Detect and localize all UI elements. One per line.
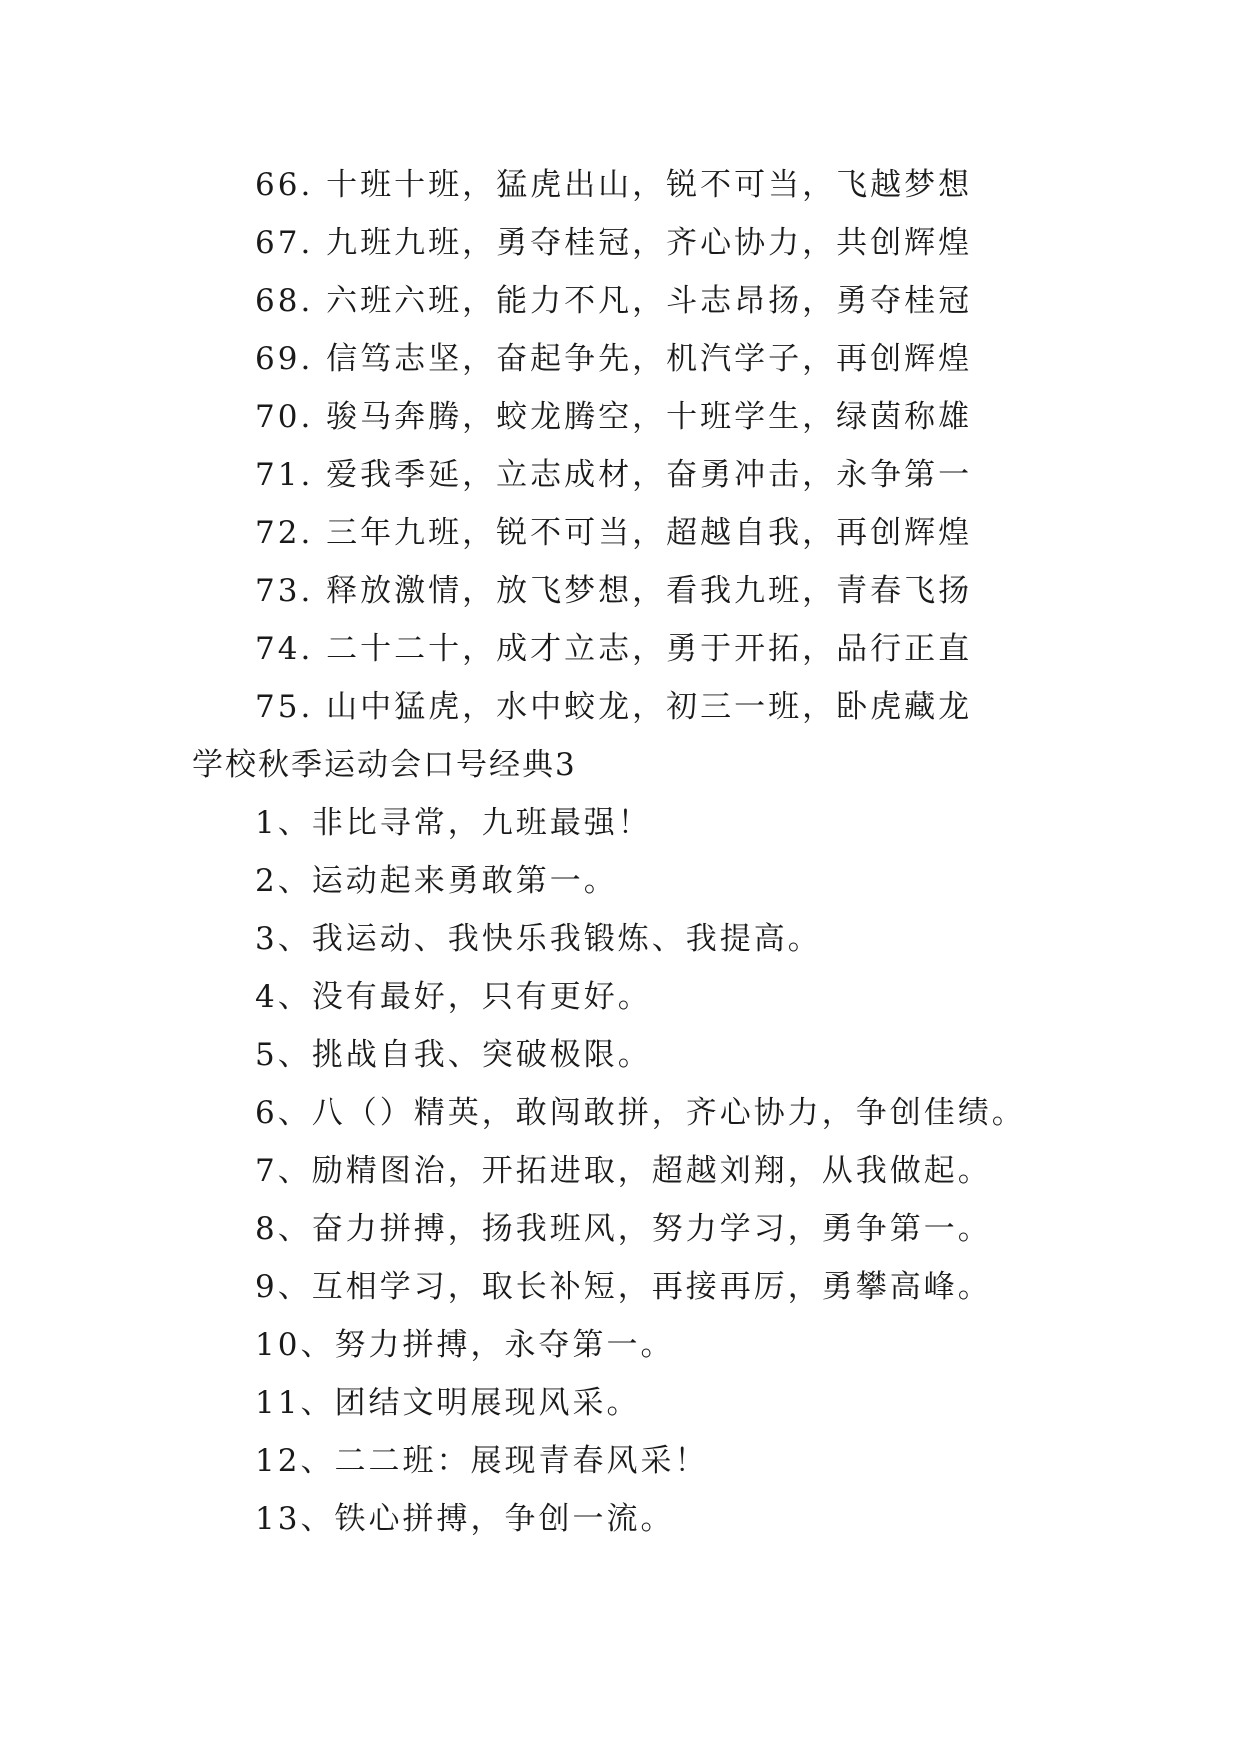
slogan-line: 13、铁心拼搏，争创一流。: [255, 1501, 675, 1537]
slogan-line: 71. 爱我季延，立志成材，奋勇冲击，永争第一: [255, 457, 973, 493]
slogan-line: 3、我运动、我快乐我锻炼、我提高。: [255, 921, 822, 957]
slogan-line: 73. 释放激情，放飞梦想，看我九班，青春飞扬: [255, 573, 973, 609]
slogan-line: 75. 山中猛虎，水中蛟龙，初三一班，卧虎藏龙: [255, 689, 973, 725]
slogan-line: 6、八（）精英，敢闯敢拼，齐心协力，争创佳绩。: [255, 1095, 1026, 1131]
slogan-line: 11、团结文明展现风采。: [255, 1385, 641, 1421]
slogan-line: 69. 信笃志坚，奋起争先，机汽学子，再创辉煌: [255, 341, 973, 377]
slogan-line: 2、运动起来勇敢第一。: [255, 863, 618, 899]
slogan-line: 7、励精图治，开拓进取，超越刘翔，从我做起。: [255, 1153, 992, 1189]
slogan-line: 1、非比寻常，九班最强！: [255, 805, 652, 841]
slogan-line: 66. 十班十班，猛虎出山，锐不可当，飞越梦想: [255, 167, 973, 203]
slogan-line: 67. 九班九班，勇夺桂冠，齐心协力，共创辉煌: [255, 225, 973, 261]
slogan-line: 68. 六班六班，能力不凡，斗志昂扬，勇夺桂冠: [255, 283, 973, 319]
slogan-line: 74. 二十二十，成才立志，勇于开拓，品行正直: [255, 631, 973, 667]
slogan-line: 72. 三年九班，锐不可当，超越自我，再创辉煌: [255, 515, 973, 551]
slogan-line: 5、挑战自我、突破极限。: [255, 1037, 652, 1073]
slogan-line: 12、二二班：展现青春风采！: [255, 1443, 709, 1479]
section-heading: 学校秋季运动会口号经典3: [192, 747, 577, 783]
slogan-line: 8、奋力拼搏，扬我班风，努力学习，勇争第一。: [255, 1211, 992, 1247]
slogan-line: 10、努力拼搏，永夺第一。: [255, 1327, 675, 1363]
slogan-line: 4、没有最好，只有更好。: [255, 979, 652, 1015]
slogan-line: 70. 骏马奔腾，蛟龙腾空，十班学生，绿茵称雄: [255, 399, 973, 435]
slogan-line: 9、互相学习，取长补短，再接再厉，勇攀高峰。: [255, 1269, 992, 1305]
